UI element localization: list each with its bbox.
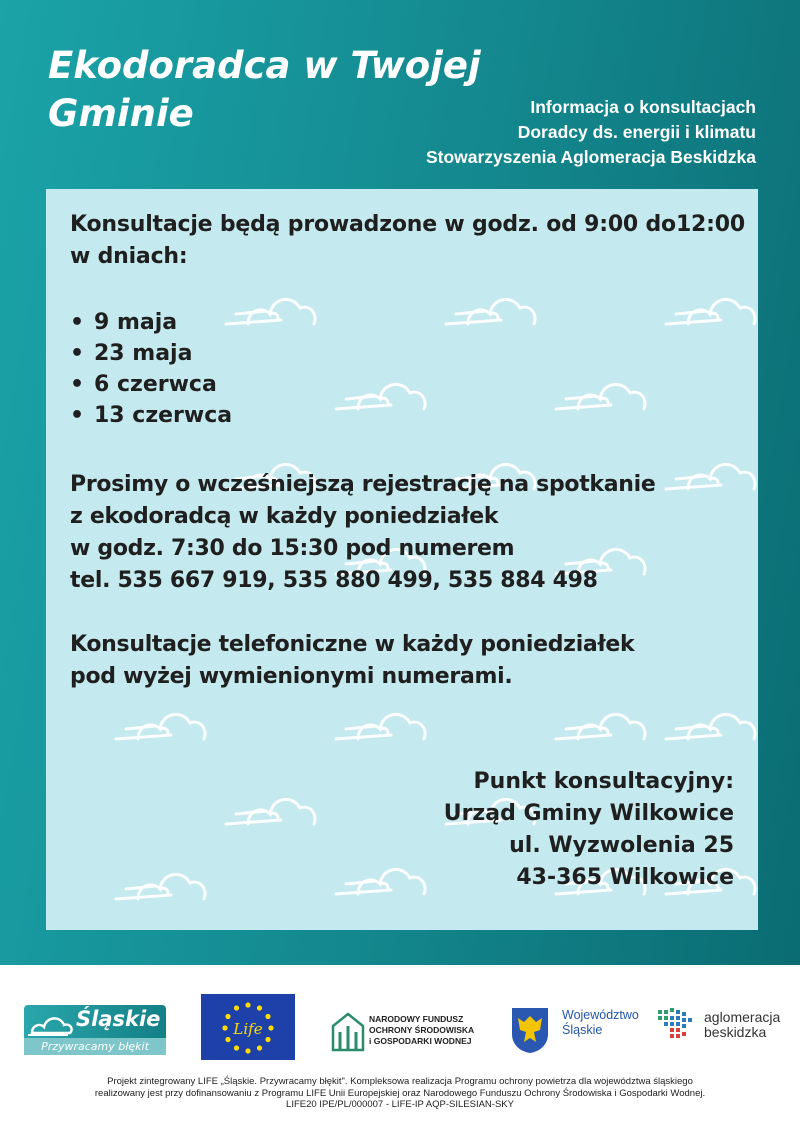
subtitle-line: Stowarzyszenia Aglomeracja Beskidzka (425, 147, 756, 167)
nfosigw-line: OCHRONY ŚRODOWISKA (369, 1025, 475, 1035)
consultation-dates-list (70, 307, 232, 431)
aglomeracja-line: aglomeracja (704, 1009, 781, 1025)
date-text: 13 czerwca (94, 403, 233, 428)
footnote-line: Projekt zintegrowany LIFE „Śląskie. Przywracamy błękit". Kompleksowa realizacja Programu ochrony powietrza dla województwa śląskiego (107, 1076, 693, 1087)
list-item (70, 307, 232, 338)
schedule-intro-line: w dniach: (70, 244, 188, 269)
date-text: 6 czerwca (94, 372, 217, 397)
list-item (70, 338, 232, 369)
nfosigw-line: i GOSPODARKI WODNEJ (369, 1036, 472, 1046)
aglomeracja-beskidzka-logo (656, 1000, 790, 1052)
schedule-intro-line: Konsultacje będą prowadzone w godz. od 9:00 do12:00 (70, 212, 745, 237)
slaskie-logo-name: Śląskie (76, 1007, 161, 1031)
schedule-intro (70, 209, 750, 273)
life-logo-text: Life (233, 1020, 263, 1038)
address-line: Urząd Gminy Wilkowice (443, 801, 734, 826)
registration-line: Prosimy o wcześniejszą rejestrację na spotkanie (70, 472, 656, 497)
date-text: 23 maja (94, 341, 193, 366)
subtitle-line: Doradcy ds. energii i klimatu (517, 122, 756, 142)
slaskie-logo-tagline: Przywracamy błękit (24, 1038, 166, 1055)
bullet-icon: • (70, 372, 85, 397)
slaskie-logo (24, 1005, 166, 1055)
footnote-line: LIFE20 IPE/PL/000007 - LIFE-IP AQP-SILESIAN-SKY (286, 1099, 514, 1110)
bullet-icon: • (70, 403, 85, 428)
aglomeracja-line: beskidzka (704, 1024, 767, 1040)
phone-consultation-info (70, 629, 750, 693)
cloud-icon (28, 1013, 74, 1039)
phone-consultation-line: Konsultacje telefoniczne w każdy poniedziałek (70, 632, 635, 657)
date-text: 9 maja (94, 310, 178, 335)
phone-consultation-line: pod wyżej wymienionymi numerami. (70, 664, 513, 689)
nfosigw-line: NARODOWY FUNDUSZ (369, 1014, 464, 1024)
list-item (70, 369, 232, 400)
bullet-icon: • (70, 310, 85, 335)
silesian-eagle-coat-of-arms-icon (510, 1006, 550, 1054)
wojewodztwo-line: Śląskie (562, 1023, 603, 1037)
nfosigw-emblem-icon (331, 1012, 365, 1052)
registration-info (70, 469, 750, 597)
address-line: ul. Wyzwolenia 25 (509, 833, 734, 858)
bullet-icon: • (70, 341, 85, 366)
consultation-address (444, 766, 734, 894)
title-line: Gminie (48, 92, 194, 135)
dot-map-icon (656, 1006, 700, 1046)
phone-numbers: tel. 535 667 919, 535 880 499, 535 884 498 (70, 568, 598, 593)
info-card (46, 189, 758, 930)
registration-line: w godz. 7:30 do 15:30 pod numerem (70, 536, 515, 561)
title-line: Ekodoradca w Twojej (48, 44, 481, 87)
footnote-line: realizowany jest przy dofinansowaniu z Programu LIFE Unii Europejskiej oraz Narodowego Funduszu Ochrony Środowiska i Gospodarki Wodnej. (94, 1087, 706, 1099)
subtitle-line: Informacja o konsultacjach (530, 97, 756, 117)
address-line: 43-365 Wilkowice (516, 865, 734, 890)
page-subtitle (326, 95, 756, 170)
address-label: Punkt konsultacyjny: (473, 769, 734, 794)
nfosigw-logo (331, 1010, 491, 1056)
wojewodztwo-slaskie-logo (510, 1006, 640, 1056)
registration-line: z ekodoradcą w każdy poniedziałek (70, 504, 499, 529)
eu-stars-icon (201, 994, 295, 1060)
wojewodztwo-line: Województwo (562, 1008, 639, 1022)
eu-life-logo (201, 994, 295, 1060)
list-item (70, 400, 232, 431)
project-footnote (20, 1076, 780, 1111)
partner-logos (0, 990, 800, 1070)
